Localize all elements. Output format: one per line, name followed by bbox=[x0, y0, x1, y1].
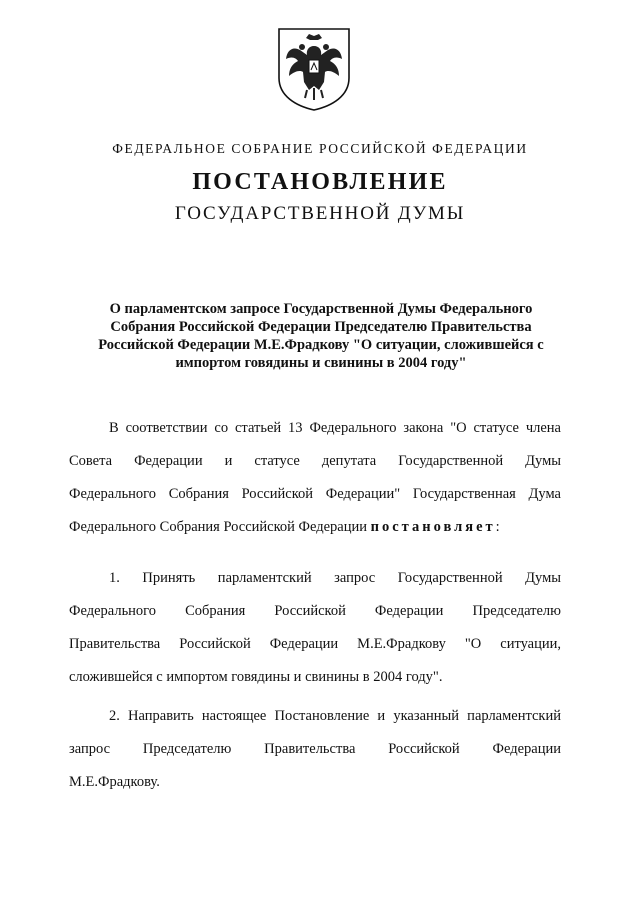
document-type: ПОСТАНОВЛЕНИЕ bbox=[192, 169, 448, 195]
title-line: Российской Федерации М.Е.Фрадкову "О ситуации, сложившейся с bbox=[98, 337, 544, 353]
decree-word: постановляет bbox=[370, 519, 496, 535]
clause-2-paragraph bbox=[69, 704, 561, 803]
resolution-title bbox=[80, 300, 562, 372]
title-line: импортом говядины и свинины в 2004 году" bbox=[175, 355, 467, 371]
clause-1-line: сложившейся с импортом говядины и свинины в 2004 году". bbox=[69, 669, 443, 685]
decree-colon: : bbox=[495, 519, 500, 535]
clause-1-line: Федерального Собрания Российской Федерации Председателю bbox=[69, 603, 561, 619]
clause-1-line: Правительства Российской Федерации М.Е.Фрадкову "О ситуации, bbox=[69, 636, 561, 652]
preamble-line: Федерального Собрания Российской Федерации" Государственная Дума bbox=[69, 486, 561, 502]
preamble-line: В соответствии со статьей 13 Федерального закона "О статусе члена bbox=[109, 420, 561, 436]
clause-2-line: 2. Направить настоящее Постановление и указанный парламентский bbox=[109, 708, 561, 724]
title-line: Собрания Российской Федерации Председателю Правительства bbox=[110, 319, 532, 335]
clause-2-line: запрос Председателю Правительства Российской Федерации bbox=[69, 741, 561, 757]
title-line: О парламентском запросе Государственной Думы Федерального bbox=[109, 301, 533, 317]
preamble-line: Совета Федерации и статусе депутата Государственной Думы bbox=[69, 453, 561, 469]
clause-2-line: М.Е.Фрадкову. bbox=[69, 774, 160, 790]
coat-of-arms-icon bbox=[276, 26, 352, 112]
preamble-paragraph bbox=[69, 416, 561, 548]
preamble-line: Федерального Собрания Российской Федерации bbox=[69, 519, 368, 535]
organization-name: ФЕДЕРАЛЬНОЕ СОБРАНИЕ РОССИЙСКОЙ ФЕДЕРАЦИИ bbox=[112, 141, 528, 156]
preamble-last-line bbox=[69, 515, 561, 548]
clause-1-paragraph bbox=[69, 566, 561, 698]
clause-1-line: 1. Принять парламентский запрос Государственной Думы bbox=[109, 570, 561, 586]
issuer-name: ГОСУДАРСТВЕННОЙ ДУМЫ bbox=[174, 203, 466, 224]
